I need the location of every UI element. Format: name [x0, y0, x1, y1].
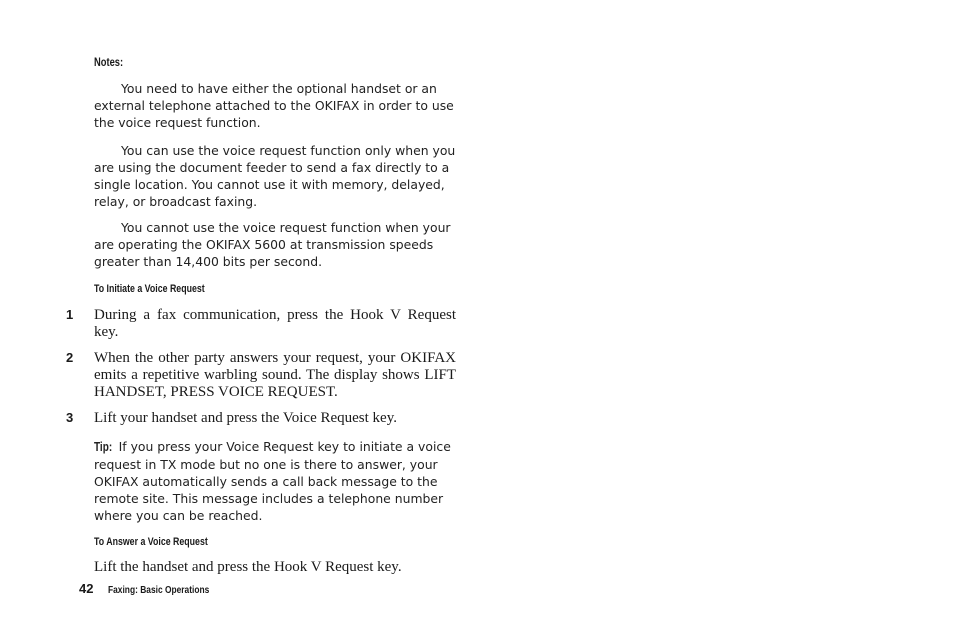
tip-note — [94, 438, 456, 524]
step-number: 3 — [66, 410, 74, 425]
notes-heading: Notes: — [94, 55, 124, 69]
step-text: During a fax communication, press the Hook V Request key. — [94, 307, 456, 340]
running-footer-title: Faxing: Basic Operations — [108, 584, 210, 596]
answer-voice-request-heading: To Answer a Voice Request — [94, 536, 208, 548]
step-text: Lift your handset and press the Voice Request key. — [94, 410, 397, 426]
tip-label: Tip: — [94, 440, 113, 454]
note-paragraph-2: You can use the voice request function only when you are using the document feeder to send a fax directly to a single location. You cannot use it with memory, delayed, relay, or broadcast faxing. — [94, 143, 456, 209]
step-text: When the other party answers your request, your OKIFAX emits a repetitive warbling sound. The display shows LIFT HANDSET, PRESS VOICE REQUEST. — [94, 350, 456, 400]
note-paragraph-1: You need to have either the optional handset or an external telephone attached to the OKIFAX in order to use the voice request function. — [94, 81, 454, 130]
note-paragraph-3: You cannot use the voice request function when your are operating the OKIFAX 5600 at transmission speeds greater than 14,400 bits per second. — [94, 220, 451, 269]
step-number: 1 — [66, 307, 74, 322]
step-number: 2 — [66, 350, 74, 365]
initiate-voice-request-heading: To Initiate a Voice Request — [94, 283, 205, 295]
answer-instruction: Lift the handset and press the Hook V Request key. — [94, 559, 402, 575]
tip-text: If you press your Voice Request key to initiate a voice request in TX mode but no one is there to answer, your OKIFAX automatically sends a call back message to the remote site. This message includes a telephone number where you can be reached. — [94, 439, 451, 523]
page-number: 42 — [79, 581, 94, 596]
